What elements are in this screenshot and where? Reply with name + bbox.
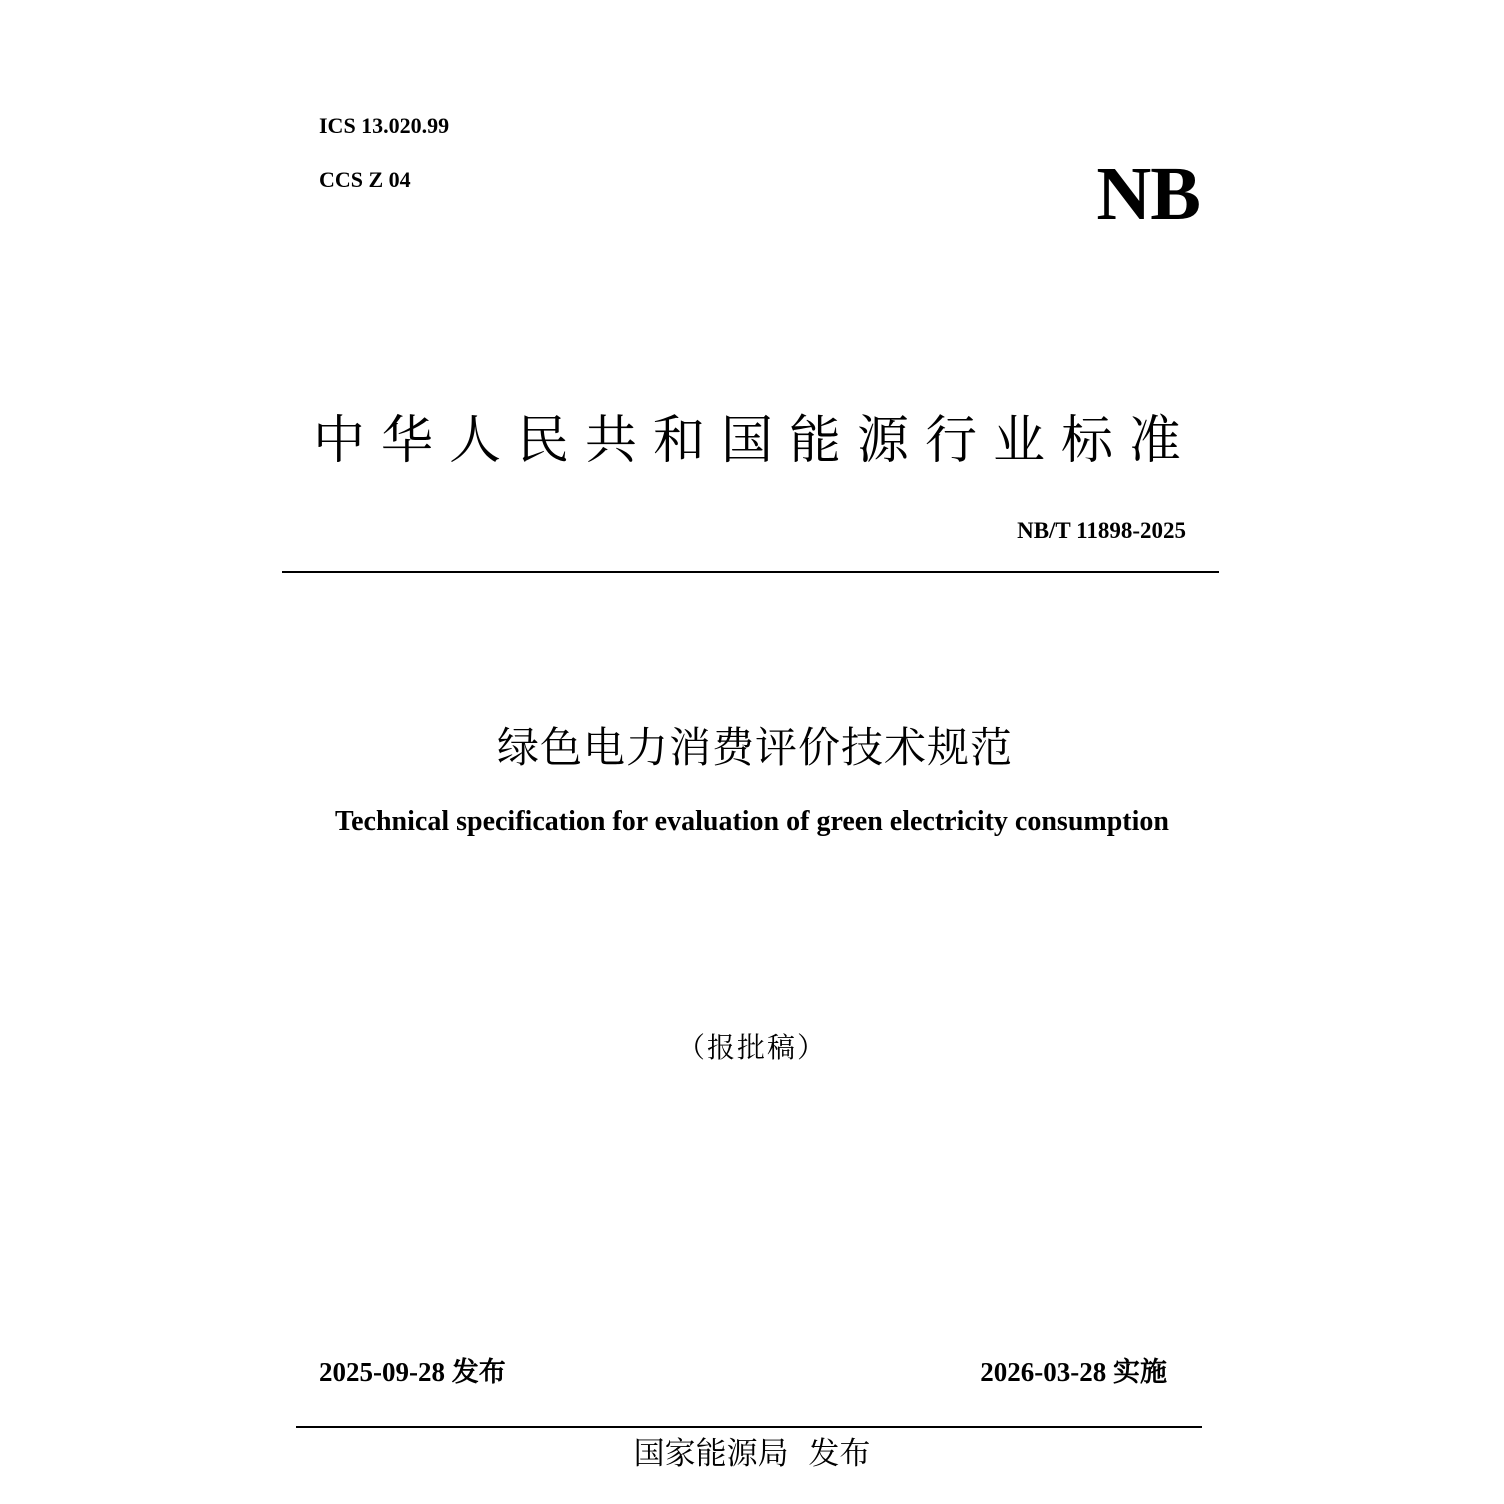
document-title-zh: 绿色电力消费评价技术规范 — [496, 723, 1013, 772]
ics-code: ICS 13.020.99 — [319, 113, 450, 138]
publish-date: 2025-09-28 发布 — [319, 1357, 506, 1387]
standard-category-title: 中华人民共和国能源行业标准 — [312, 411, 1197, 471]
ccs-code: CCS Z 04 — [319, 167, 411, 192]
top-divider — [282, 571, 1219, 573]
issuing-authority: 国家能源局 发布 — [633, 1436, 871, 1472]
document-title-en: Technical specification for evaluation of green electricity consumption — [335, 806, 1169, 837]
standard-logo: NB — [1096, 152, 1200, 236]
draft-status: （报批稿） — [676, 1031, 827, 1064]
implementation-date: 2026-03-28 实施 — [980, 1357, 1167, 1387]
bottom-divider — [296, 1426, 1202, 1428]
standard-number: NB/T 11898-2025 — [1017, 518, 1186, 543]
